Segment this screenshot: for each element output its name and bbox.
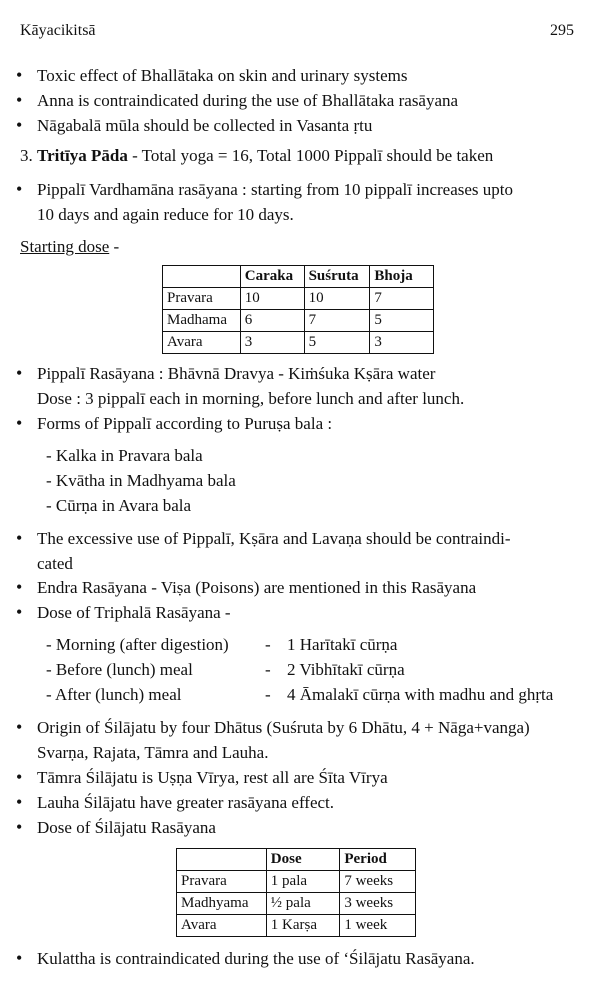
list-item: - Cūrṇa in Avara bala <box>46 496 192 515</box>
table-row: Madhama 6 7 5 <box>163 310 434 332</box>
pada-heading: 3. Tritīya Pāda - Total yoga = 16, Total 1000 Pippalī should be taken <box>20 146 494 165</box>
starting-dose-label: Starting dose - <box>20 237 120 256</box>
silajatu-dose-table <box>176 848 416 937</box>
bullet-icon: • <box>16 792 23 812</box>
bullet-icon: • <box>16 948 23 968</box>
bullet-item: • Kulattha is contraindicated during the use of ‘Śilājatu Rasāyana. <box>16 946 591 971</box>
triphala-time: - Before (lunch) meal <box>46 660 193 679</box>
bullet-icon: • <box>16 767 23 787</box>
bullet-icon: • <box>16 179 23 199</box>
table-row: Pravara 10 10 7 <box>163 288 434 310</box>
page-number: 295 <box>550 22 574 39</box>
bullet-icon: • <box>16 577 23 597</box>
bullet-icon: • <box>16 65 23 85</box>
bullet-item: • Nāgabalā mūla should be collected in Vasanta ṛtu <box>16 113 591 138</box>
bullet-icon: • <box>16 528 23 548</box>
list-item: - Kalka in Pravara bala <box>46 446 203 465</box>
bullet-item: • The excessive use of Pippalī, Kṣāra and Lavaṇa should be contraindi- cated <box>16 528 511 573</box>
bullet-item: • Tāmra Śilājatu is Uṣṇa Vīrya, rest all are Śīta Vīrya <box>16 765 591 790</box>
bullet-item: • Forms of Pippalī according to Puruṣa bala : <box>16 411 591 436</box>
table-row: Madhyama ½ pala 3 weeks <box>177 893 416 915</box>
table-row: Avara 1 Karṣa 1 week <box>177 915 416 937</box>
bullet-item: • Dose of Triphalā Rasāyana - <box>16 600 591 625</box>
table-header-row: Dose Period <box>177 849 416 871</box>
bullet-item: • Endra Rasāyana - Viṣa (Poisons) are mentioned in this Rasāyana <box>16 575 591 600</box>
bullet-item: • Pippalī Vardhamāna rasāyana : starting from 10 pippalī increases upto 10 days and again reduce for 10 days. <box>16 179 514 224</box>
table-header-row: Caraka Suśruta Bhoja <box>163 266 434 288</box>
triphala-time: - Morning (after digestion) <box>46 635 229 654</box>
starting-dose-table <box>162 265 434 354</box>
bullet-item: • Toxic effect of Bhallātaka on skin and urinary systems <box>16 63 591 88</box>
triphala-separator: - <box>265 660 271 679</box>
triphala-dose: 1 Harītakī cūrṇa <box>287 635 398 654</box>
bullet-icon: • <box>16 115 23 135</box>
bullet-icon: • <box>16 817 23 837</box>
bullet-item: • Origin of Śilājatu by four Dhātus (Suśruta by 6 Dhātu, 4 + Nāga+vanga) Svarṇa, Rajata, Tāmra and Lauha. <box>16 717 530 762</box>
running-header-title: Kāyacikitsā <box>20 22 96 39</box>
bullet-icon: • <box>16 717 23 737</box>
table-row: Pravara 1 pala 7 weeks <box>177 871 416 893</box>
bullet-icon: • <box>16 413 23 433</box>
bullet-item: • Anna is contraindicated during the use of Bhallātaka rasāyana <box>16 88 591 113</box>
triphala-dose: 4 Āmalakī cūrṇa with madhu and ghṛta <box>287 685 554 704</box>
table-row: Avara 3 5 3 <box>163 332 434 354</box>
bullet-icon: • <box>16 363 23 383</box>
triphala-time: - After (lunch) meal <box>46 685 182 704</box>
bullet-item: • Lauha Śilājatu have greater rasāyana effect. <box>16 790 591 815</box>
triphala-separator: - <box>265 635 271 654</box>
triphala-separator: - <box>265 685 271 704</box>
bullet-icon: • <box>16 90 23 110</box>
bullet-item: • Pippalī Rasāyana : Bhāvnā Dravya - Kiṁśuka Kṣāra water Dose : 3 pippalī each in morning, before lunch and after lunch. <box>16 363 465 408</box>
bullet-icon: • <box>16 602 23 622</box>
list-item: - Kvātha in Madhyama bala <box>46 471 236 490</box>
bullet-item: • Dose of Śilājatu Rasāyana <box>16 815 591 840</box>
triphala-dose: 2 Vibhītakī cūrṇa <box>287 660 405 679</box>
